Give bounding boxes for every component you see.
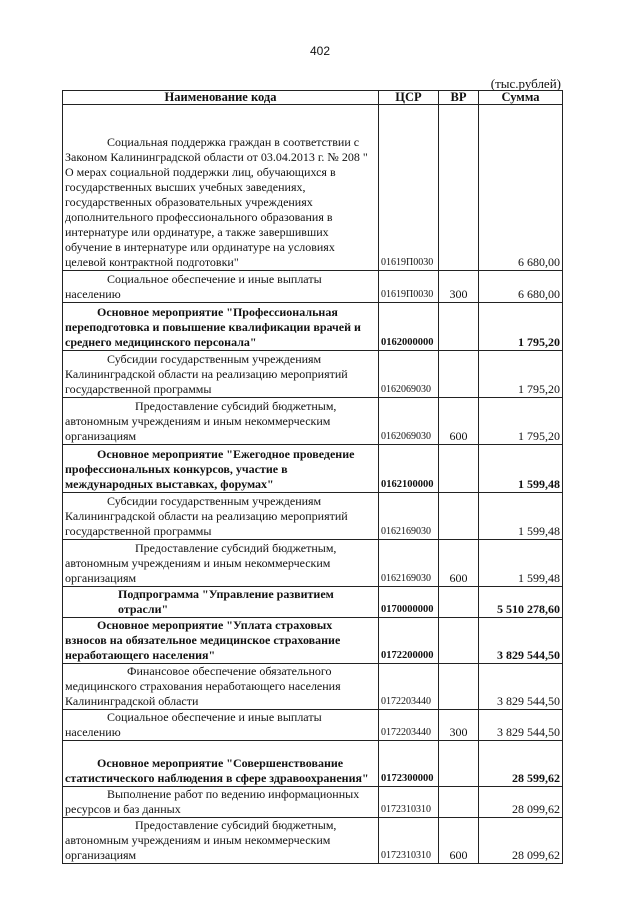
table-row (63, 587, 563, 618)
row-csr: 0172200000 (379, 618, 439, 664)
row-sum: 5 510 278,60 (479, 587, 563, 618)
table-row (63, 105, 563, 271)
row-csr: 0162069030 (379, 351, 439, 398)
table-row (63, 398, 563, 445)
row-vr: 600 (439, 818, 479, 864)
row-sum: 6 680,00 (479, 105, 563, 271)
table-row (63, 664, 563, 710)
header-vr: ВР (439, 91, 479, 105)
row-vr (439, 445, 479, 493)
row-csr: 0172310310 (379, 787, 439, 818)
row-vr: 300 (439, 271, 479, 303)
row-name: Субсидии государственным учреждениям Калининградской области на реализацию мероприятий государственной программы (65, 494, 348, 538)
row-vr (439, 664, 479, 710)
row-sum: 3 829 544,50 (479, 618, 563, 664)
table-row (63, 618, 563, 664)
row-sum: 3 829 544,50 (479, 710, 563, 741)
row-sum: 1 795,20 (479, 398, 563, 445)
row-vr (439, 303, 479, 351)
table-row (63, 710, 563, 741)
row-csr: 0170000000 (379, 587, 439, 618)
row-name: Предоставление субсидий бюджетным, автономным учреждениям и иным некоммерческим организациям (65, 541, 337, 585)
row-csr: 0162169030 (379, 540, 439, 587)
row-csr: 0162169030 (379, 493, 439, 540)
row-name: Предоставление субсидий бюджетным, автономным учреждениям и иным некоммерческим организациям (65, 399, 337, 443)
row-name: Социальное обеспечение и иные выплаты населению (65, 710, 322, 739)
row-sum: 1 599,48 (479, 445, 563, 493)
table-row (63, 271, 563, 303)
header-sum: Сумма (479, 91, 563, 105)
units-label: (тыс.рублей) (490, 76, 561, 91)
page-number: 402 (309, 44, 331, 58)
row-name: Подпрограмма "Управление развитием отрасли" (118, 587, 334, 616)
row-vr (439, 741, 479, 787)
row-vr: 600 (439, 540, 479, 587)
row-csr: 0172203440 (379, 710, 439, 741)
row-vr (439, 787, 479, 818)
header-csr: ЦСР (379, 91, 439, 105)
table-row (63, 493, 563, 540)
row-name: Основное мероприятие "Ежегодное проведение профессиональных конкурсов, участие в международных выставках, форумах" (65, 447, 355, 491)
row-csr: 0162069030 (379, 398, 439, 445)
table-row (63, 741, 563, 787)
row-sum: 28 099,62 (479, 818, 563, 864)
row-sum: 1 795,20 (479, 351, 563, 398)
row-sum: 1 795,20 (479, 303, 563, 351)
table-row (63, 351, 563, 398)
row-sum: 6 680,00 (479, 271, 563, 303)
row-name: Социальная поддержка граждан в соответствии с Законом Калининградской области от 03.04.2013 г. № 208 " О мерах социальной поддержки лиц, обучающихся в государственных высших учебных заведениях, государственных образовательных учреждениях дополнительного профессионального образования в интернатуре или ординатуре, а также завершивших обучение в интернатуре или ординатуре на условиях целевой контрактной подготовки" (65, 135, 368, 269)
budget-table (62, 90, 563, 864)
row-vr (439, 587, 479, 618)
table-header-row (63, 91, 563, 105)
row-csr: 0172300000 (379, 741, 439, 787)
row-vr: 300 (439, 710, 479, 741)
row-name: Предоставление субсидий бюджетным, автономным учреждениям и иным некоммерческим организациям (65, 818, 337, 862)
row-name: Основное мероприятие "Уплата страховых взносов на обязательное медицинское страхование неработающего населения" (65, 618, 341, 662)
row-vr (439, 493, 479, 540)
row-name: Основное мероприятие "Профессиональная переподготовка и повышение квалификации врачей и среднего медицинского персонала" (65, 305, 361, 349)
row-name: Основное мероприятие "Совершенствование статистического наблюдения в сфере здравоохранения" (65, 756, 369, 785)
row-name: Финансовое обеспечение обязательного медицинского страхования неработающего населения Калининградской области (65, 664, 341, 708)
row-csr: 0172203440 (379, 664, 439, 710)
table-row (63, 303, 563, 351)
row-name: Социальное обеспечение и иные выплаты населению (65, 272, 322, 301)
row-csr: 01619П0030 (379, 271, 439, 303)
row-sum: 28 099,62 (479, 787, 563, 818)
row-sum: 3 829 544,50 (479, 664, 563, 710)
row-sum: 1 599,48 (479, 540, 563, 587)
row-vr (439, 105, 479, 271)
row-csr: 0172310310 (379, 818, 439, 864)
row-vr (439, 351, 479, 398)
row-csr: 0162100000 (379, 445, 439, 493)
table-row (63, 540, 563, 587)
row-csr: 01619П0030 (379, 105, 439, 271)
row-sum: 1 599,48 (479, 493, 563, 540)
row-sum: 28 599,62 (479, 741, 563, 787)
table-row (63, 445, 563, 493)
header-name: Наименование кода (63, 91, 379, 105)
row-name: Выполнение работ по ведению информационных ресурсов и баз данных (65, 787, 360, 816)
table-row (63, 787, 563, 818)
row-csr: 0162000000 (379, 303, 439, 351)
row-vr (439, 618, 479, 664)
row-name: Субсидии государственным учреждениям Калининградской области на реализацию мероприятий государственной программы (65, 352, 348, 396)
table-row (63, 818, 563, 864)
row-vr: 600 (439, 398, 479, 445)
